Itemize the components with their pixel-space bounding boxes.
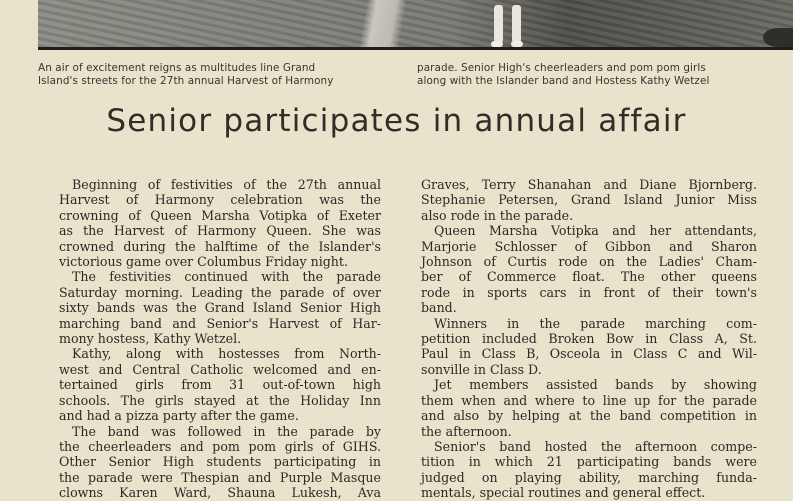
article-line: band. — [421, 300, 457, 316]
article-column-right — [421, 177, 757, 501]
article-line: schools. The girls stayed at the Holiday Inn — [59, 392, 381, 408]
article-line: mony hostess, Kathy Wetzel. — [59, 331, 242, 347]
article-line: tertained girls from 31 out-of-town high — [59, 377, 381, 393]
article-line: Paul in Class B, Osceola in Class C and Wil- — [421, 346, 757, 362]
article-line: Harvest of Harmony celebration was the — [59, 192, 381, 208]
article-line: Marjorie Schlosser of Gibbon and Sharon — [421, 238, 757, 254]
article-line: and also by helping at the band competition in — [421, 408, 757, 424]
article-line: mentals, special routines and general effect. — [421, 485, 706, 501]
article-line: The festivities continued with the parade — [72, 269, 381, 285]
article-line: Queen Marsha Votipka and her attendants, — [434, 223, 757, 239]
article-line: Johnson of Curtis rode on the Ladies' Cham- — [421, 254, 757, 270]
article-line: also rode in the parade. — [421, 207, 574, 223]
street-curb — [288, 0, 478, 47]
article-line: rode in sports cars in front of their town's — [421, 284, 757, 300]
article-line: them when and where to line up for the parade — [421, 392, 757, 408]
article-line: Graves, Terry Shanahan and Diane Bjornberg. — [421, 177, 757, 192]
article-line: petition included Broken Bow in Class A, St. — [421, 331, 757, 347]
article-line: as the Harvest of Harmony Queen. She was — [59, 223, 381, 239]
article-line: the parade were Thespian and Purple Masque — [59, 469, 381, 485]
article-line: marching band and Senior's Harvest of Har- — [59, 315, 381, 331]
marcher-legs — [486, 0, 528, 47]
article-line: Senior's band hosted the afternoon compe- — [434, 438, 757, 454]
article-line: sixty bands was the Grand Island Senior High — [59, 300, 381, 316]
article-line: Saturday morning. Leading the parade of over — [59, 284, 381, 300]
article-line: Jet members assisted bands by showing — [434, 377, 757, 393]
caption-line: Island's streets for the 27th annual Harvest of Harmony — [38, 75, 334, 87]
article-line: west and Central Catholic welcomed and en- — [59, 361, 381, 377]
article-line: victorious game over Columbus Friday night. — [59, 254, 348, 270]
article-line: Winners in the parade marching com- — [434, 315, 757, 331]
article-line: judged on playing ability, marching funda- — [421, 469, 757, 485]
article-line: the afternoon. — [421, 423, 512, 439]
caption-line: along with the Islander band and Hostess Kathy Wetzel — [417, 75, 710, 87]
article-line: crowning of Queen Marsha Votipka of Exeter — [59, 207, 381, 223]
article-line: crowned during the halftime of the Islander's — [59, 238, 381, 254]
photo-shadow — [763, 28, 793, 47]
caption-line: parade. Senior High's cheerleaders and pom pom girls — [417, 62, 706, 74]
article-line: sonville in Class D. — [421, 361, 542, 377]
article-line: Beginning of festivities of the 27th annual — [72, 177, 381, 192]
article-line: the cheerleaders and pom pom girls of GIHS. — [59, 438, 381, 454]
photo-caption-right — [417, 62, 757, 88]
article-line: Kathy, along with hostesses from North- — [72, 346, 381, 362]
parade-photo — [38, 0, 793, 47]
article-headline: Senior participates in annual affair — [106, 103, 687, 139]
article-line: tition in which 21 participating bands were — [421, 454, 757, 470]
article-column-left — [59, 177, 381, 501]
article-line: ber of Commerce float. The other queens — [421, 269, 757, 285]
photo-caption-left — [38, 62, 383, 88]
article-line: clowns Karen Ward, Shauna Lukesh, Ava — [59, 485, 381, 501]
article-line: and had a pizza party after the game. — [59, 408, 299, 424]
caption-line: An air of excitement reigns as multitudes line Grand — [38, 62, 316, 74]
article-line: Stephanie Petersen, Grand Island Junior Miss — [421, 192, 757, 208]
article-line: The band was followed in the parade by — [72, 423, 381, 439]
photo-border — [38, 47, 793, 50]
article-line: Other Senior High students participating in — [59, 454, 381, 470]
